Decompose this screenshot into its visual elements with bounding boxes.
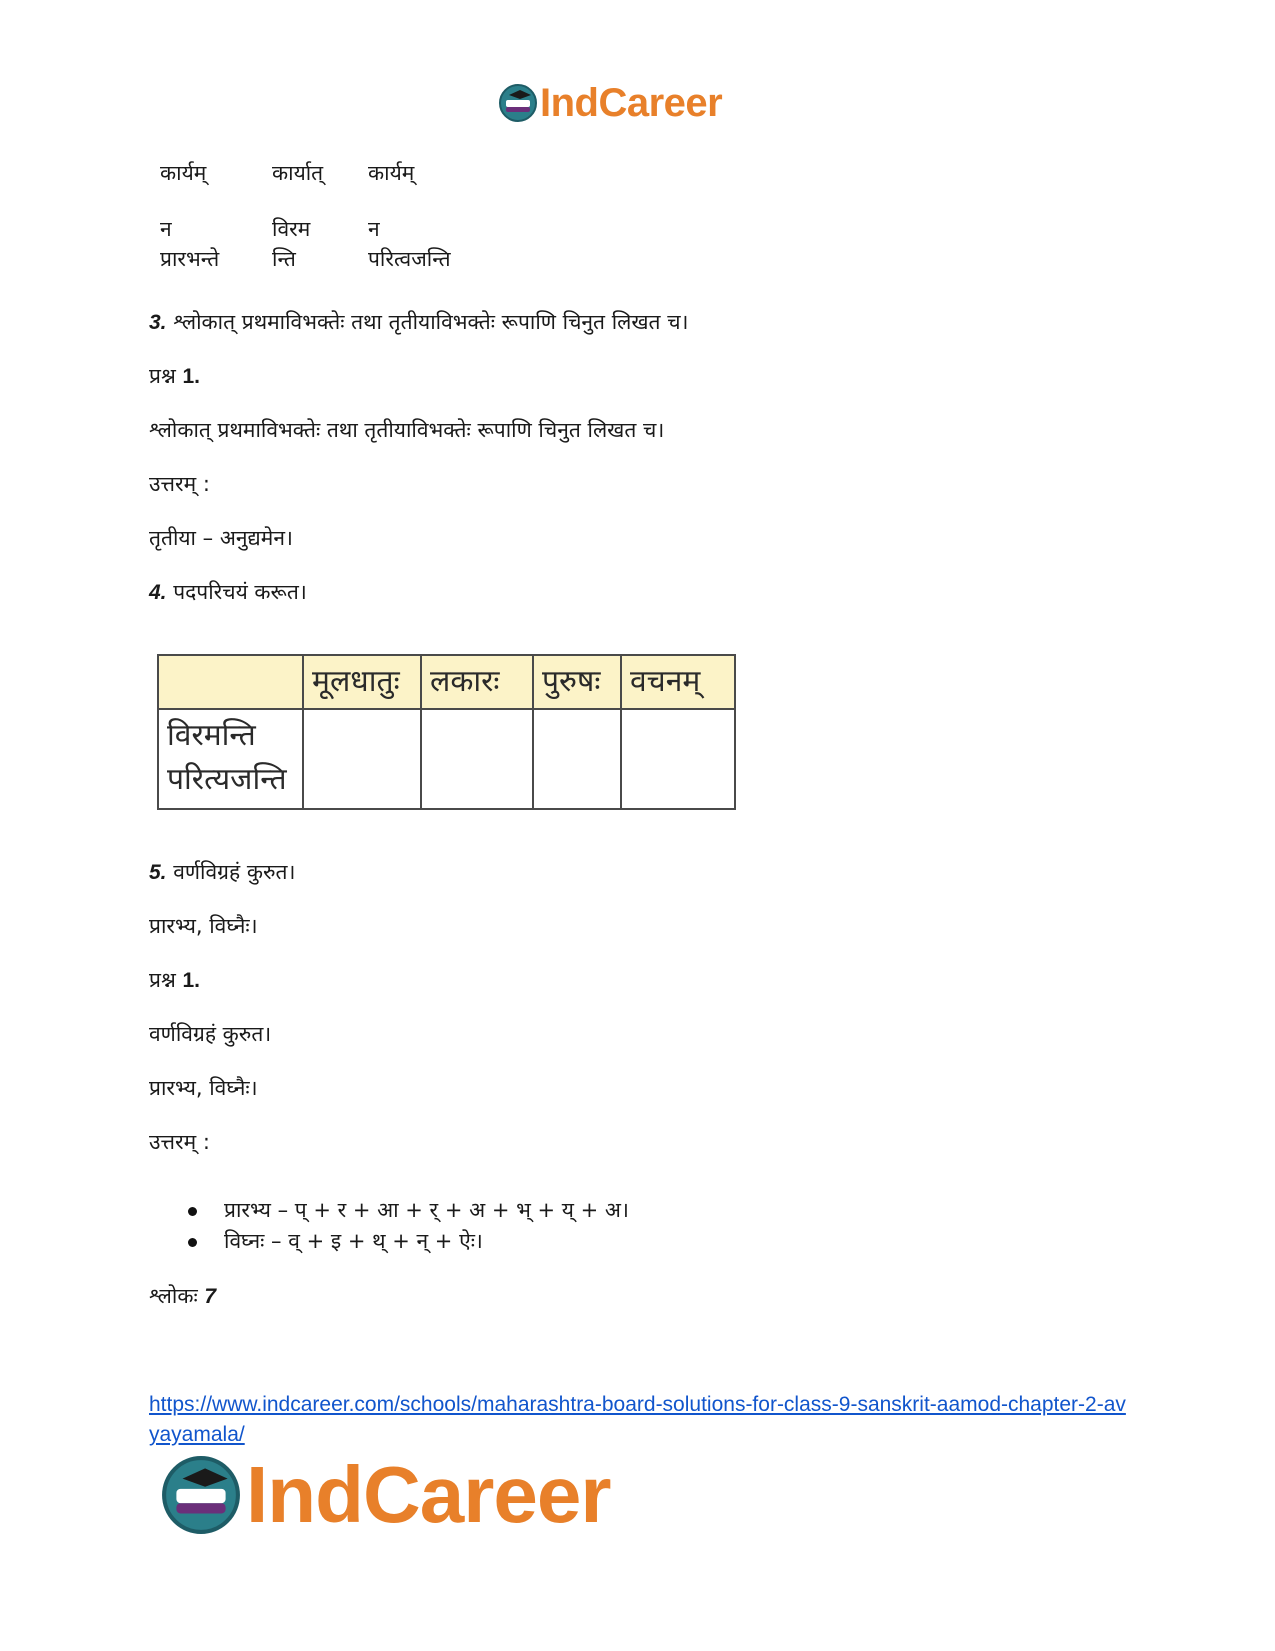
prashna-text: वर्णविग्रहं कुरुत। xyxy=(149,1022,272,1046)
grid-word: विरम xyxy=(272,217,311,241)
table-header-cell: मूलधातुः xyxy=(303,655,421,709)
list-item-text: विघ्नः – व् + इ + थ् + न् + ऐः। xyxy=(224,1229,483,1253)
list-item xyxy=(186,1226,629,1257)
prashna-words: प्रारभ्य, विघ्नैः। xyxy=(149,1076,258,1100)
question-5 xyxy=(149,858,295,887)
bullet-icon xyxy=(188,1238,197,1247)
row-label-word: परित्यजन्ति xyxy=(167,762,287,797)
table-row xyxy=(158,709,735,809)
grid-word: कार्यम् xyxy=(160,161,207,185)
prashna-label: प्रश्न xyxy=(149,364,176,388)
prashna-number: 1. xyxy=(182,365,200,388)
grid-word: न xyxy=(160,217,172,241)
question-number: 3. xyxy=(149,311,167,334)
grid-word: परित्वजन्ति xyxy=(368,247,451,271)
table-header-cell: पुरुषः xyxy=(533,655,621,709)
table-header-cell: वचनम् xyxy=(621,655,735,709)
grid-word: कार्यम् xyxy=(368,161,415,185)
prashna-text: श्लोकात् प्रथमाविभक्तेः तथा तृतीयाविभक्तेः रूपाणि चिनुत लिखत च। xyxy=(149,418,665,442)
question-text: वर्णविग्रहं कुरुत। xyxy=(173,860,296,884)
prashna-heading xyxy=(149,966,200,995)
prashna-heading xyxy=(149,362,200,391)
source-link[interactable]: https://www.indcareer.com/schools/maharashtra-board-solutions-for-class-9-sanskrit-aamod-chapter-2-avyayamala/ xyxy=(149,1393,1126,1446)
prashna-number: 1. xyxy=(182,969,200,992)
question-3 xyxy=(149,308,689,337)
table-header-row xyxy=(158,655,735,709)
table-header-cell xyxy=(158,655,303,709)
list-item xyxy=(186,1195,629,1226)
brand-wordmark: IndCareer xyxy=(540,80,723,125)
grid-word: न्ति xyxy=(272,247,296,271)
prashna-label: प्रश्न xyxy=(149,968,176,992)
globe-book-icon xyxy=(498,83,538,123)
question-number: 4. xyxy=(149,581,167,604)
row-label-word: विरमन्ति xyxy=(167,718,256,753)
table-cell-empty xyxy=(533,709,621,809)
shloka-label: श्लोकः xyxy=(149,1284,198,1308)
grid-word: कार्यात् xyxy=(272,161,324,185)
answer-list xyxy=(186,1195,629,1257)
answer-text: तृतीया – अनुद्यमेन। xyxy=(149,526,293,550)
table-row-label xyxy=(158,709,303,809)
table-header-cell: लकारः xyxy=(421,655,533,709)
pada-parichay-table xyxy=(157,654,736,810)
table-cell-empty xyxy=(621,709,735,809)
table-cell-empty xyxy=(303,709,421,809)
question-text: श्लोकात् प्रथमाविभक्तेः तथा तृतीयाविभक्तेः रूपाणि चिनुत लिखत च। xyxy=(173,310,689,334)
question-words: प्रारभ्य, विघ्नैः। xyxy=(149,914,258,938)
shloka-number: 7 xyxy=(204,1285,217,1308)
grid-word: प्रारभन्ते xyxy=(160,247,220,271)
answer-label: उत्तरम् : xyxy=(149,1130,210,1154)
grid-word: न xyxy=(368,217,380,241)
question-4 xyxy=(149,578,307,607)
table-cell-empty xyxy=(421,709,533,809)
list-item-text: प्रारभ्य – प् + र + आ + र् + अ + भ् + य् + अ। xyxy=(224,1198,629,1222)
question-number: 5. xyxy=(149,861,167,884)
shloka-heading xyxy=(149,1282,216,1311)
globe-book-icon xyxy=(160,1454,242,1536)
header-logo xyxy=(498,80,722,126)
brand-wordmark: IndCareer xyxy=(246,1450,611,1539)
question-text: पदपरिचयं करूत। xyxy=(173,580,307,604)
bullet-icon xyxy=(188,1207,197,1216)
footer-logo xyxy=(160,1450,610,1540)
answer-label: उत्तरम् : xyxy=(149,472,210,496)
